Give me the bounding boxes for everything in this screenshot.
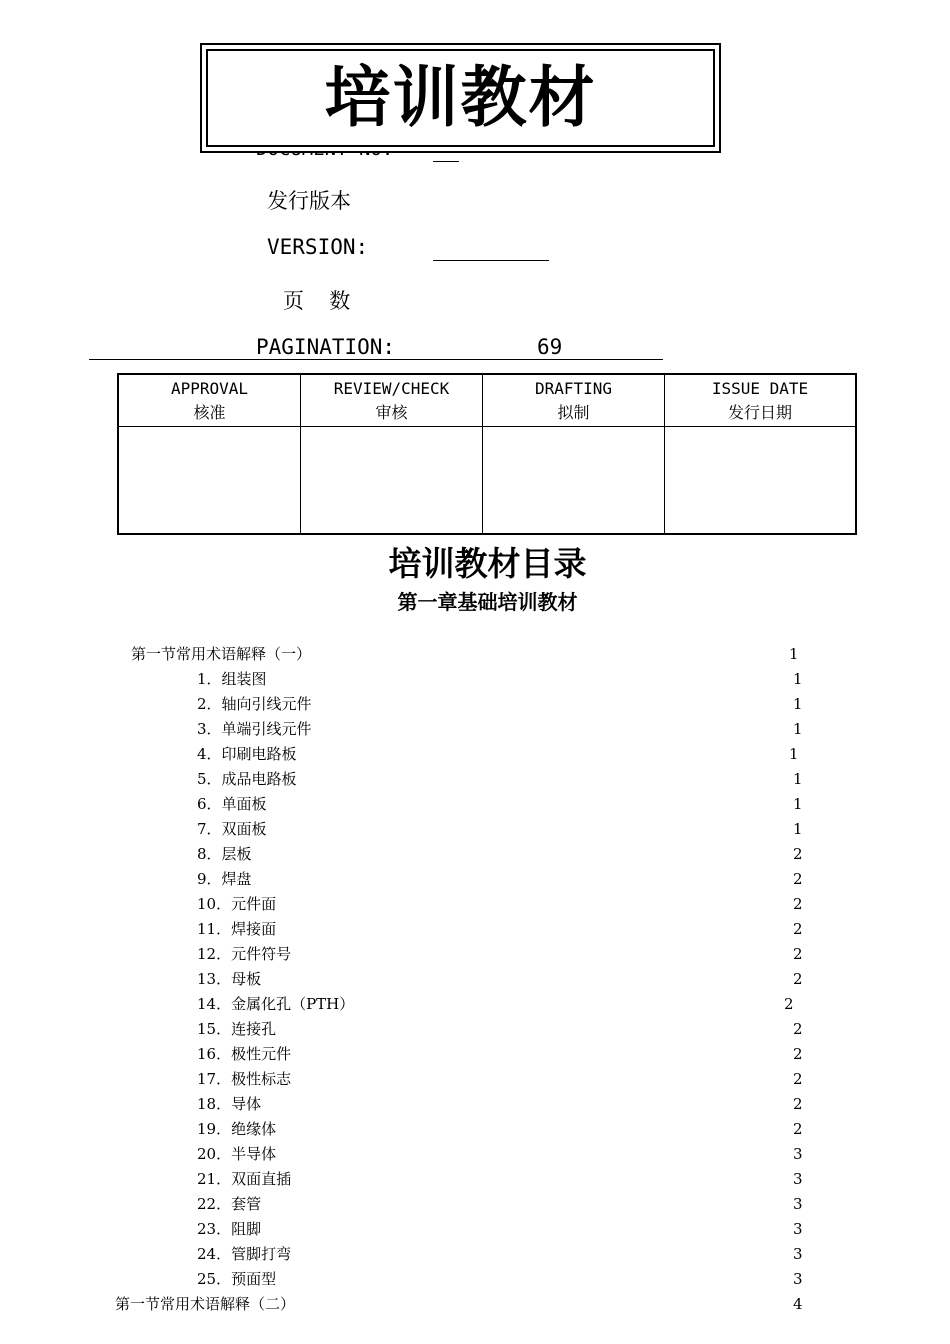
toc-entry-page: 2 <box>793 920 803 938</box>
toc-entry-label: 4．印刷电路板 <box>197 745 297 763</box>
toc-entry-page: 1 <box>793 670 803 688</box>
toc-entry-label: 23．阻脚 <box>197 1220 262 1238</box>
toc-entry-page: 1 <box>793 820 803 838</box>
approval-header-cn: 核准 <box>193 402 226 422</box>
approval-signature-cell <box>119 427 301 533</box>
toc-entry-page: 3 <box>793 1270 803 1288</box>
review-header-cell <box>301 375 483 427</box>
toc-entry-page: 4 <box>793 1295 803 1313</box>
toc-entry-label: 3．单端引线元件 <box>197 720 312 738</box>
issue-date-value-cell <box>665 427 855 533</box>
document-number-underline <box>433 161 459 162</box>
toc-entry-page: 2 <box>793 1120 803 1138</box>
toc-entry-label: 25．预面型 <box>197 1270 277 1288</box>
toc-entry-page: 2 <box>784 995 794 1013</box>
pagination-value: 69 <box>537 335 563 359</box>
pages-cn-label: 页 数 <box>283 289 351 313</box>
toc-title: 培训教材目录 <box>388 544 587 583</box>
toc-entry-page: 2 <box>793 945 803 963</box>
toc-entry-label: 2．轴向引线元件 <box>197 695 312 713</box>
toc-entry-label: 12．元件符号 <box>197 945 292 963</box>
version-underline <box>433 260 549 261</box>
toc-entry-label: 6．单面板 <box>197 795 267 813</box>
toc-entry-label: 9．焊盘 <box>197 870 252 888</box>
toc-entry-label: 第一节常用术语解释（一） <box>131 645 312 663</box>
toc-entry-page: 2 <box>793 970 803 988</box>
toc-entry-label: 5．成品电路板 <box>197 770 297 788</box>
title-box <box>200 43 721 153</box>
toc-entry-page: 3 <box>793 1195 803 1213</box>
toc-entry-label: 19．绝缘体 <box>197 1120 277 1138</box>
toc-entry-page: 2 <box>793 1020 803 1038</box>
toc-entry-label: 16．极性元件 <box>197 1045 292 1063</box>
toc-entry-page: 2 <box>793 1095 803 1113</box>
toc-entry-page: 2 <box>793 870 803 888</box>
toc-entry-page: 2 <box>793 895 803 913</box>
review-header-cn: 审核 <box>375 402 408 422</box>
toc-entry-page: 1 <box>789 645 799 663</box>
toc-entry-label: 18．导体 <box>197 1095 262 1113</box>
toc-entry-label: 13．母板 <box>197 970 262 988</box>
toc-entry-page: 1 <box>793 795 803 813</box>
issue-date-header-cell <box>665 375 855 427</box>
toc-entry-label: 11．焊接面 <box>197 920 277 938</box>
drafting-header-cell <box>483 375 665 427</box>
pagination-underline <box>89 359 663 360</box>
title-box-inner <box>206 49 715 147</box>
toc-entry-page: 3 <box>793 1245 803 1263</box>
toc-entry-label: 20．半导体 <box>197 1145 277 1163</box>
toc-entry-page: 1 <box>789 745 799 763</box>
toc-entry-page: 1 <box>793 695 803 713</box>
toc-entry-label: 21．双面直插 <box>197 1170 292 1188</box>
toc-entry-label: 8．层板 <box>197 845 252 863</box>
drafting-signature-cell <box>483 427 665 533</box>
toc-entry-label: 10．元件面 <box>197 895 277 913</box>
approval-table <box>117 373 857 535</box>
toc-entry-page: 1 <box>793 720 803 738</box>
toc-entry-label: 15．连接孔 <box>197 1020 277 1038</box>
toc-entry-page: 3 <box>793 1170 803 1188</box>
issue-date-header-cn: 发行日期 <box>727 402 792 422</box>
drafting-header-en: DRAFTING <box>534 378 613 398</box>
version-cn-label: 发行版本 <box>267 189 351 213</box>
issue-date-header-en: ISSUE DATE <box>711 378 809 398</box>
toc-entry-label: 17．极性标志 <box>197 1070 292 1088</box>
toc-entry-page: 2 <box>793 845 803 863</box>
toc-entry-page: 1 <box>793 770 803 788</box>
approval-header-en: APPROVAL <box>170 378 249 398</box>
review-signature-cell <box>301 427 483 533</box>
toc-entry-label: 7．双面板 <box>197 820 267 838</box>
toc-entry-label: 第一节常用术语解释（二） <box>115 1295 296 1313</box>
approval-header-cell <box>119 375 301 427</box>
toc-entry-label: 22．套管 <box>197 1195 262 1213</box>
toc-entry-page: 3 <box>793 1220 803 1238</box>
toc-entry-page: 2 <box>793 1045 803 1063</box>
toc-entry-label: 24．管脚打弯 <box>197 1245 292 1263</box>
drafting-header-cn: 拟制 <box>557 402 590 422</box>
document-title: 培训教材 <box>324 59 597 136</box>
review-header-en: REVIEW/CHECK <box>333 378 450 398</box>
toc-entry-label: 14．金属化孔（PTH） <box>197 995 355 1013</box>
version-en-label: VERSION: <box>267 235 369 259</box>
toc-entry-label: 1．组装图 <box>197 670 267 688</box>
pagination-label: PAGINATION: <box>256 335 396 359</box>
toc-entry-page: 2 <box>793 1070 803 1088</box>
toc-entry-page: 3 <box>793 1145 803 1163</box>
chapter-title: 第一章基础培训教材 <box>397 590 578 614</box>
